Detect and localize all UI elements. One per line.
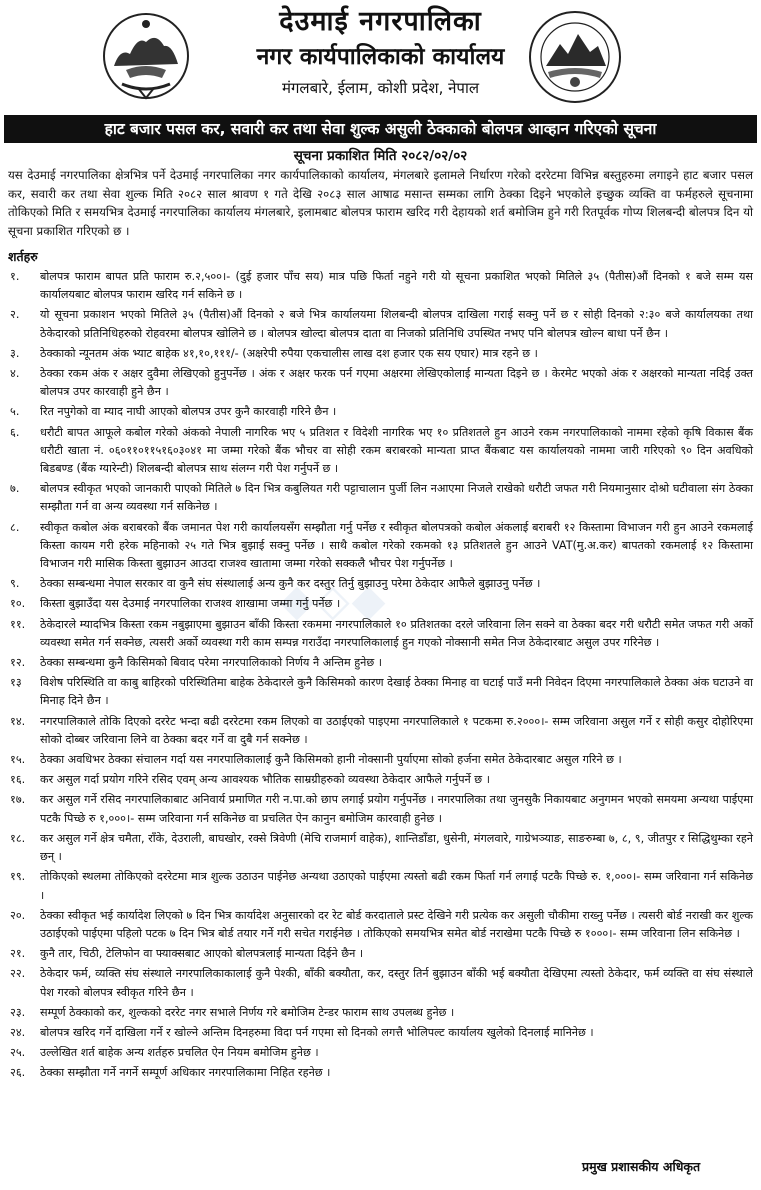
- term-number: १५.: [10, 753, 26, 767]
- watermark-logo-icon: ◆◇◆: [280, 575, 388, 626]
- term-number: २६.: [10, 1066, 26, 1080]
- term-text: किस्ता बुझाउँदा यस देउमाई नगरपालिका राजश्व शाखामा जम्मा गर्नु पर्नेछ ।: [40, 597, 341, 611]
- term-number: ७.: [10, 482, 20, 496]
- term-number: १४.: [10, 714, 26, 728]
- signatory-title: प्रमुख प्रशासकीय अधिकृत: [582, 1159, 701, 1174]
- term-number: १३: [10, 676, 22, 690]
- term-text: स्वीकृत कबोल अंक बराबरको बैंक जमानत पेश गरी कार्यालयसँग सम्झौता गर्नु पर्नेछ र स्वीकृत बोलपत्रको कबोल अंकलाई बराबरी १२ किस्तामा विभाजन गरी हुन आउने रकमलाई किस्ता कायम गरी हरेक महिनाको २५ गते भित्र बुझाई सक्नु पर्नेछ । साथै कबोल गरेको रकमको १३ प्रतिशतले हुन आउने VAT(मु.अ.कर) बापतको रकमलाई १२ किस्तामा विभाजन गरी मासिक किस्ता बुझाउन आउदा राजश्व खातामा जम्मा गरेको सक्कलै भौचर पेश गर्नुपर्नेछ ।: [40, 520, 753, 571]
- term-text: यो सूचना प्रकाशन भएको मितिले ३५ (पैतीस)औं दिनको २ बजे भित्र कार्यालयमा शिलबन्दी बोलपत्र दाखिला गराई सक्नु पर्ने छ र सोही दिनको २:३० बजे कार्यालयका तथा ठेकेदारको प्रतिनिधिहरुको रोहवरमा बोलपत्र खोलिने छ । बोलपत्र खोल्दा बोलपत्र दाता वा निजको प्रतिनिधि उपस्थित नभए पनि बोलपत्र खोल्न बाधा पर्ने छैन ।: [40, 308, 753, 340]
- term-number: २.: [10, 308, 20, 322]
- term-number: २०.: [10, 908, 26, 922]
- term-number: ४.: [10, 367, 20, 381]
- term-item: [8, 1024, 753, 1042]
- term-number: १९.: [10, 870, 26, 884]
- term-item: [8, 1064, 753, 1082]
- term-number: २५.: [10, 1046, 26, 1060]
- term-item: [8, 791, 753, 827]
- term-text: उल्लेखित शर्त बाहेक अन्य शर्तहरु प्रचलित ऐन नियम बमोजिम हुनेछ ।: [40, 1046, 319, 1060]
- municipality-logo-icon: [528, 10, 622, 104]
- term-text: तोकिएको स्थलमा तोकिएको दररेटमा मात्र शुल्क उठाउन पाईनेछ अन्यथा उठाएको पाईएमा त्यस्तो बढी रकम फिर्ता गर्न लगाई पटकै पिच्छे रु. १,०००।- सम्म जरिवाना गर्न सकिनेछ ।: [40, 870, 753, 902]
- term-item: [8, 674, 753, 710]
- notice-title-banner: हाट बजार पसल कर, सवारी कर तथा सेवा शुल्क असुली ठेक्काको बोलपत्र आव्हान गरिएको सूचना: [4, 115, 757, 143]
- term-item: [8, 1044, 753, 1062]
- term-item: [8, 654, 753, 672]
- term-text: ठेकेदारले म्यादभित्र किस्ता रकम नबुझाएमा बुझाउन बाँकी किस्ता रकममा नगरपालिकाले १० प्रतिशतका दरले जरिवाना लिन सक्ने वा ठेक्का बदर गरी धरौटी समेत जफत गरी अर्को व्यवस्था समेत गर्न सक्नेछ, त्यसरी अर्को व्यवस्था गरी काम सम्पन्न गराउँदा नगरपालिकालाई हुन गएको नोक्सानी समेत निज ठेकेदारबाट असुल उपर गरिनेछ ।: [40, 617, 753, 649]
- term-item: [8, 268, 753, 304]
- term-text: विशेष परिस्थिति वा काबु बाहिरको परिस्थितिमा बाहेक ठेकेदारले कुनै किसिमको कारण देखाई ठेक्का मिनाह वा घटाई पाउँ मनी निवेदन दिएमा नगरपालिकाले ठेक्का अंक घटाउने वा मिनाह दिने छैन ।: [40, 676, 753, 708]
- term-item: [8, 306, 753, 342]
- term-item: [8, 868, 753, 904]
- publish-date: सूचना प्रकाशित मिति २०८२/०२/०२: [293, 148, 468, 164]
- term-item: [8, 365, 753, 401]
- term-item: [8, 1004, 753, 1022]
- term-number: १२.: [10, 656, 26, 670]
- term-item: [8, 519, 753, 574]
- term-text: ठेक्का सम्बन्धमा कुनै किसिमको बिवाद परेमा नगरपालिकाको निर्णय नै अन्तिम हुनेछ ।: [40, 656, 383, 670]
- term-number: ८.: [10, 520, 20, 534]
- office-address: मंगलबारे, ईलाम, कोशी प्रदेश, नेपाल: [281, 79, 480, 97]
- notice-intro: यस देउमाई नगरपालिका क्षेत्रभित्र पर्ने देउमाई नगरपालिका नगर कार्यपालिकाको कार्यालय, मंगलबारे इलामले निर्धारण गरेको दररेटमा विभिन्न बस्तुहरुमा लगाइने हाट बजार पसल कर, सवारी कर तथा सेवा शुल्क मिति २०८२ साल श्रावण १ गते देखि २०८३ साल आषाढ मसान्त सम्मका लागि ठेक्का दिइने भएकोले इच्छुक व्यक्ति वा फर्महरुले सूचनामा तोकिएको मिति र समयभित्र देउमाई नगरपालिका कार्यालय मंगलबारे, इलामबाट बोलपत्र फाराम खरिद गरी देहायको शर्त बमोजिम हुने गरी रितपूर्वक गोप्य शिलबन्दी बोलपत्र दिन यो सूचना प्रकाशित गरिएको छ ।: [8, 168, 753, 238]
- term-item: [8, 616, 753, 652]
- term-number: ३.: [10, 346, 20, 360]
- term-number: ५.: [10, 405, 20, 419]
- term-text: ठेक्का सम्झौता गर्ने नगर्ने सम्पूर्ण अधिकार नगरपालिकामा निहित रहनेछ ।: [40, 1066, 331, 1080]
- term-number: १.: [10, 270, 20, 283]
- term-number: ६.: [10, 425, 20, 439]
- office-name: नगर कार्यपालिकाको कार्यालय: [256, 44, 505, 70]
- term-number: १७.: [10, 793, 26, 807]
- term-text: ठेक्का स्वीकृत भई कार्यादेश लिएको ७ दिन भित्र कार्यादेश अनुसारको दर रेट बोर्ड करदाताले प्रस्ट देखिने गरी प्रत्येक कर असुली चौकीमा राख्नु पर्नेछ । त्यसरी बोर्ड नराखी कर शुल्क उठाईएको पाईएमा पहिलो पटक ७ दिन भित्र बोर्ड तयार गर्ने गरी सचेत गराईनेछ । तोकिएको समयभित्र समेत बोर्ड नराखेमा पटकै पिच्छे रु १०००।- सम्म जरिवाना लिन सकिनेछ ।: [40, 908, 753, 940]
- terms-list: [8, 268, 753, 1085]
- term-item: [8, 945, 753, 963]
- term-text: बोलपत्र फाराम बापत प्रति फाराम रु.२,५००।- (दुई हजार पाँच सय) मात्र पछि फिर्ता नहुने गरी यो सूचना प्रकाशित भएको मितिले ३५ (पैतीस)औं दिनको १ बजे सम्म यस कार्यालयबाट बोलपत्र फाराम खरिद गर्न सकिने छ ।: [40, 270, 753, 302]
- term-number: १६.: [10, 773, 26, 787]
- term-item: [8, 830, 753, 866]
- term-number: २१.: [10, 947, 26, 961]
- term-number: २३.: [10, 1005, 26, 1019]
- term-text: नगरपालिकाले तोकि दिएको दररेट भन्दा बढी दररेटमा रकम लिएको वा उठाईएको पाइएमा नगरपालिकाले १ पटकमा रु.२०००।- सम्म जरिवाना असुल गर्ने र सोही कसुर दोहोरिएमा सोको दोब्बर जरिवाना लिने वा ठेक्का बदर गर्ने वा दुबै गर्न सक्नेछ ।: [40, 714, 753, 746]
- term-text: कर असुल गर्दा प्रयोग गरिने रसिद एवम् अन्य आवश्यक भौतिक साम्रग्रीहरुको व्यवस्था ठेकेदार आफैले गर्नुपर्ने छ ।: [40, 773, 490, 787]
- municipality-name: देउमाई नगरपालिका: [279, 6, 482, 37]
- term-text: ठेक्का अवधिभर ठेक्का संचालन गर्दा यस नगरपालिकालाई कुनै किसिमको हानी नोक्सानी पुर्याएमा सोको हर्जना समेत ठेकेदारबाट असुल गरिने छ ।: [40, 753, 622, 767]
- term-number: १०.: [10, 597, 26, 611]
- term-item: [8, 713, 753, 749]
- letterhead: [0, 0, 761, 110]
- term-item: [8, 907, 753, 943]
- term-text: सम्पूर्ण ठेक्काको कर, शुल्कको दररेट नगर सभाले निर्णय गरे बमोजिम टेन्डर फाराम साथ उपलब्ध हुनेछ ।: [40, 1005, 455, 1019]
- term-item: [8, 575, 753, 593]
- term-text: ठेकेदार फर्म, व्यक्ति संघ संस्थाले नगरपालिकाकालाई कुनै पेश्की, बाँकी बक्यौता, कर, दस्तुर तिर्न बुझाउन बाँकी भई बक्यौता देखिएमा त्यस्तो ठेकेदार, फर्म व्यक्ति वा संघ संस्थाले पेश गरको बोलपत्र स्वीकृत गरिने छैन ।: [40, 967, 753, 999]
- term-item: [8, 424, 753, 479]
- term-text: ठेक्काको न्यूनतम अंक भ्याट बाहेक ४१,१०,१११/- (अक्षरेपी रुपैया एकचालीस लाख दश हजार एक सय एघार) मात्र रहने छ ।: [40, 346, 538, 360]
- term-number: २२.: [10, 967, 26, 981]
- term-item: [8, 480, 753, 516]
- term-text: ठेक्का रकम अंक र अक्षर दुवैमा लेखिएको हुनुपर्नेछ । अंक र अक्षर फरक पर्न गएमा अक्षरमा लेखिएकोलाई मान्यता दिइने छ । केरमेट भएको अंक र अक्षरको मान्यता नदिई उक्त बोलपत्र उपर कारवाही हुने छैन ।: [40, 367, 753, 399]
- term-text: रित नपुगेको वा म्याद नाघी आएको बोलपत्र उपर कुनै कारवाही गरिने छैन ।: [40, 405, 337, 419]
- term-item: [8, 345, 753, 363]
- term-text: बोलपत्र स्वीकृत भएको जानकारी पाएको मितिले ७ दिन भित्र कबुलियत गरी पट्टाचालान पुर्जी लिन नआएमा निजले राखेको धरौटी जफत गरी नियमानुसार दोश्रो घटीवाला संग ठेक्का सम्झौता गर्न वा अन्य व्यवस्था गर्न सकिनेछ ।: [40, 482, 753, 514]
- term-item: [8, 403, 753, 421]
- term-number: ९.: [10, 577, 20, 591]
- term-text: ठेक्का सम्बन्धमा नेपाल सरकार वा कुनै संघ संस्थालाई अन्य कुनै कर दस्तुर तिर्नु बुझाउनु परेमा ठेकेदार आफैले बुझाउनु पर्नेछ ।: [40, 577, 541, 591]
- term-number: ११.: [10, 617, 26, 631]
- term-text: धरौटी बापत आफूले कबोल गरेको अंकको नेपाली नागरिक भए ५ प्रतिशत र विदेशी नागरिक भए १० प्रतिशतले हुन आउने रकम नगरपालिकाको नाममा रहेको कृषि विकास बैंक धरौटी खाता नं. ०६०११०११५१६०३०४१ मा जम्मा गरेको बैंक भौचर वा सोही रकम बराबरको मान्यता प्राप्त बैंकबाट यस कार्यालयको नाममा जारी गरिएको ९० दिन अवधिको बिडबण्ड (बैंक ग्यारेन्टी) शिलबन्दी बोलपत्र साथ संलग्न गरी पेश गर्नुपर्ने छ ।: [40, 425, 753, 476]
- term-text: कर असुल गर्ने रसिद नगरपालिकाबाट अनिवार्य प्रमाणित गरी न.पा.को छाप लगाई प्रयोग गर्नुपर्नेछ । नगरपालिका तथा जुनसुकै निकायबाट अनुगमन भएको समयमा अन्यथा पाईएमा पटकै पिच्छे रु १,०००।- सम्म जरिवाना गर्न सकिनेछ वा प्रचलित ऐन कानुन बमोजिम कारवाही हुनेछ ।: [40, 793, 753, 825]
- term-item: [8, 771, 753, 789]
- term-item: [8, 751, 753, 769]
- term-text: कर असुल गर्ने क्षेत्र चमैता, राँके, देउराली, बाघखोर, रक्से त्रिवेणी (मेचि राजमार्ग वाहेक), शान्तिडाँडा, धुसेनी, मंगलवारे, गाग्रेभञ्याङ, साङरुम्बा ७, ८, ९, जीतपुर र सिद्धिथुम्का रहने छन् ।: [40, 831, 753, 864]
- terms-heading: शर्तहरु: [8, 249, 38, 264]
- term-number: १८.: [10, 831, 26, 845]
- term-text: कुनै तार, चिठी, टेलिफोन वा फ्याक्सबाट आएको बोलपत्रलाई मान्यता दिईने छैन ।: [40, 947, 364, 961]
- term-item: [8, 965, 753, 1001]
- term-item: [8, 595, 753, 613]
- term-text: बोलपत्र खरिद गर्ने दाखिला गर्ने र खोल्ने अन्तिम दिनहरुमा विदा पर्न गएमा सो दिनको लगत्तै भोलिपल्ट कार्यालय खुलेको दिनलाई मानिनेछ ।: [40, 1025, 594, 1039]
- term-number: २४.: [10, 1025, 26, 1039]
